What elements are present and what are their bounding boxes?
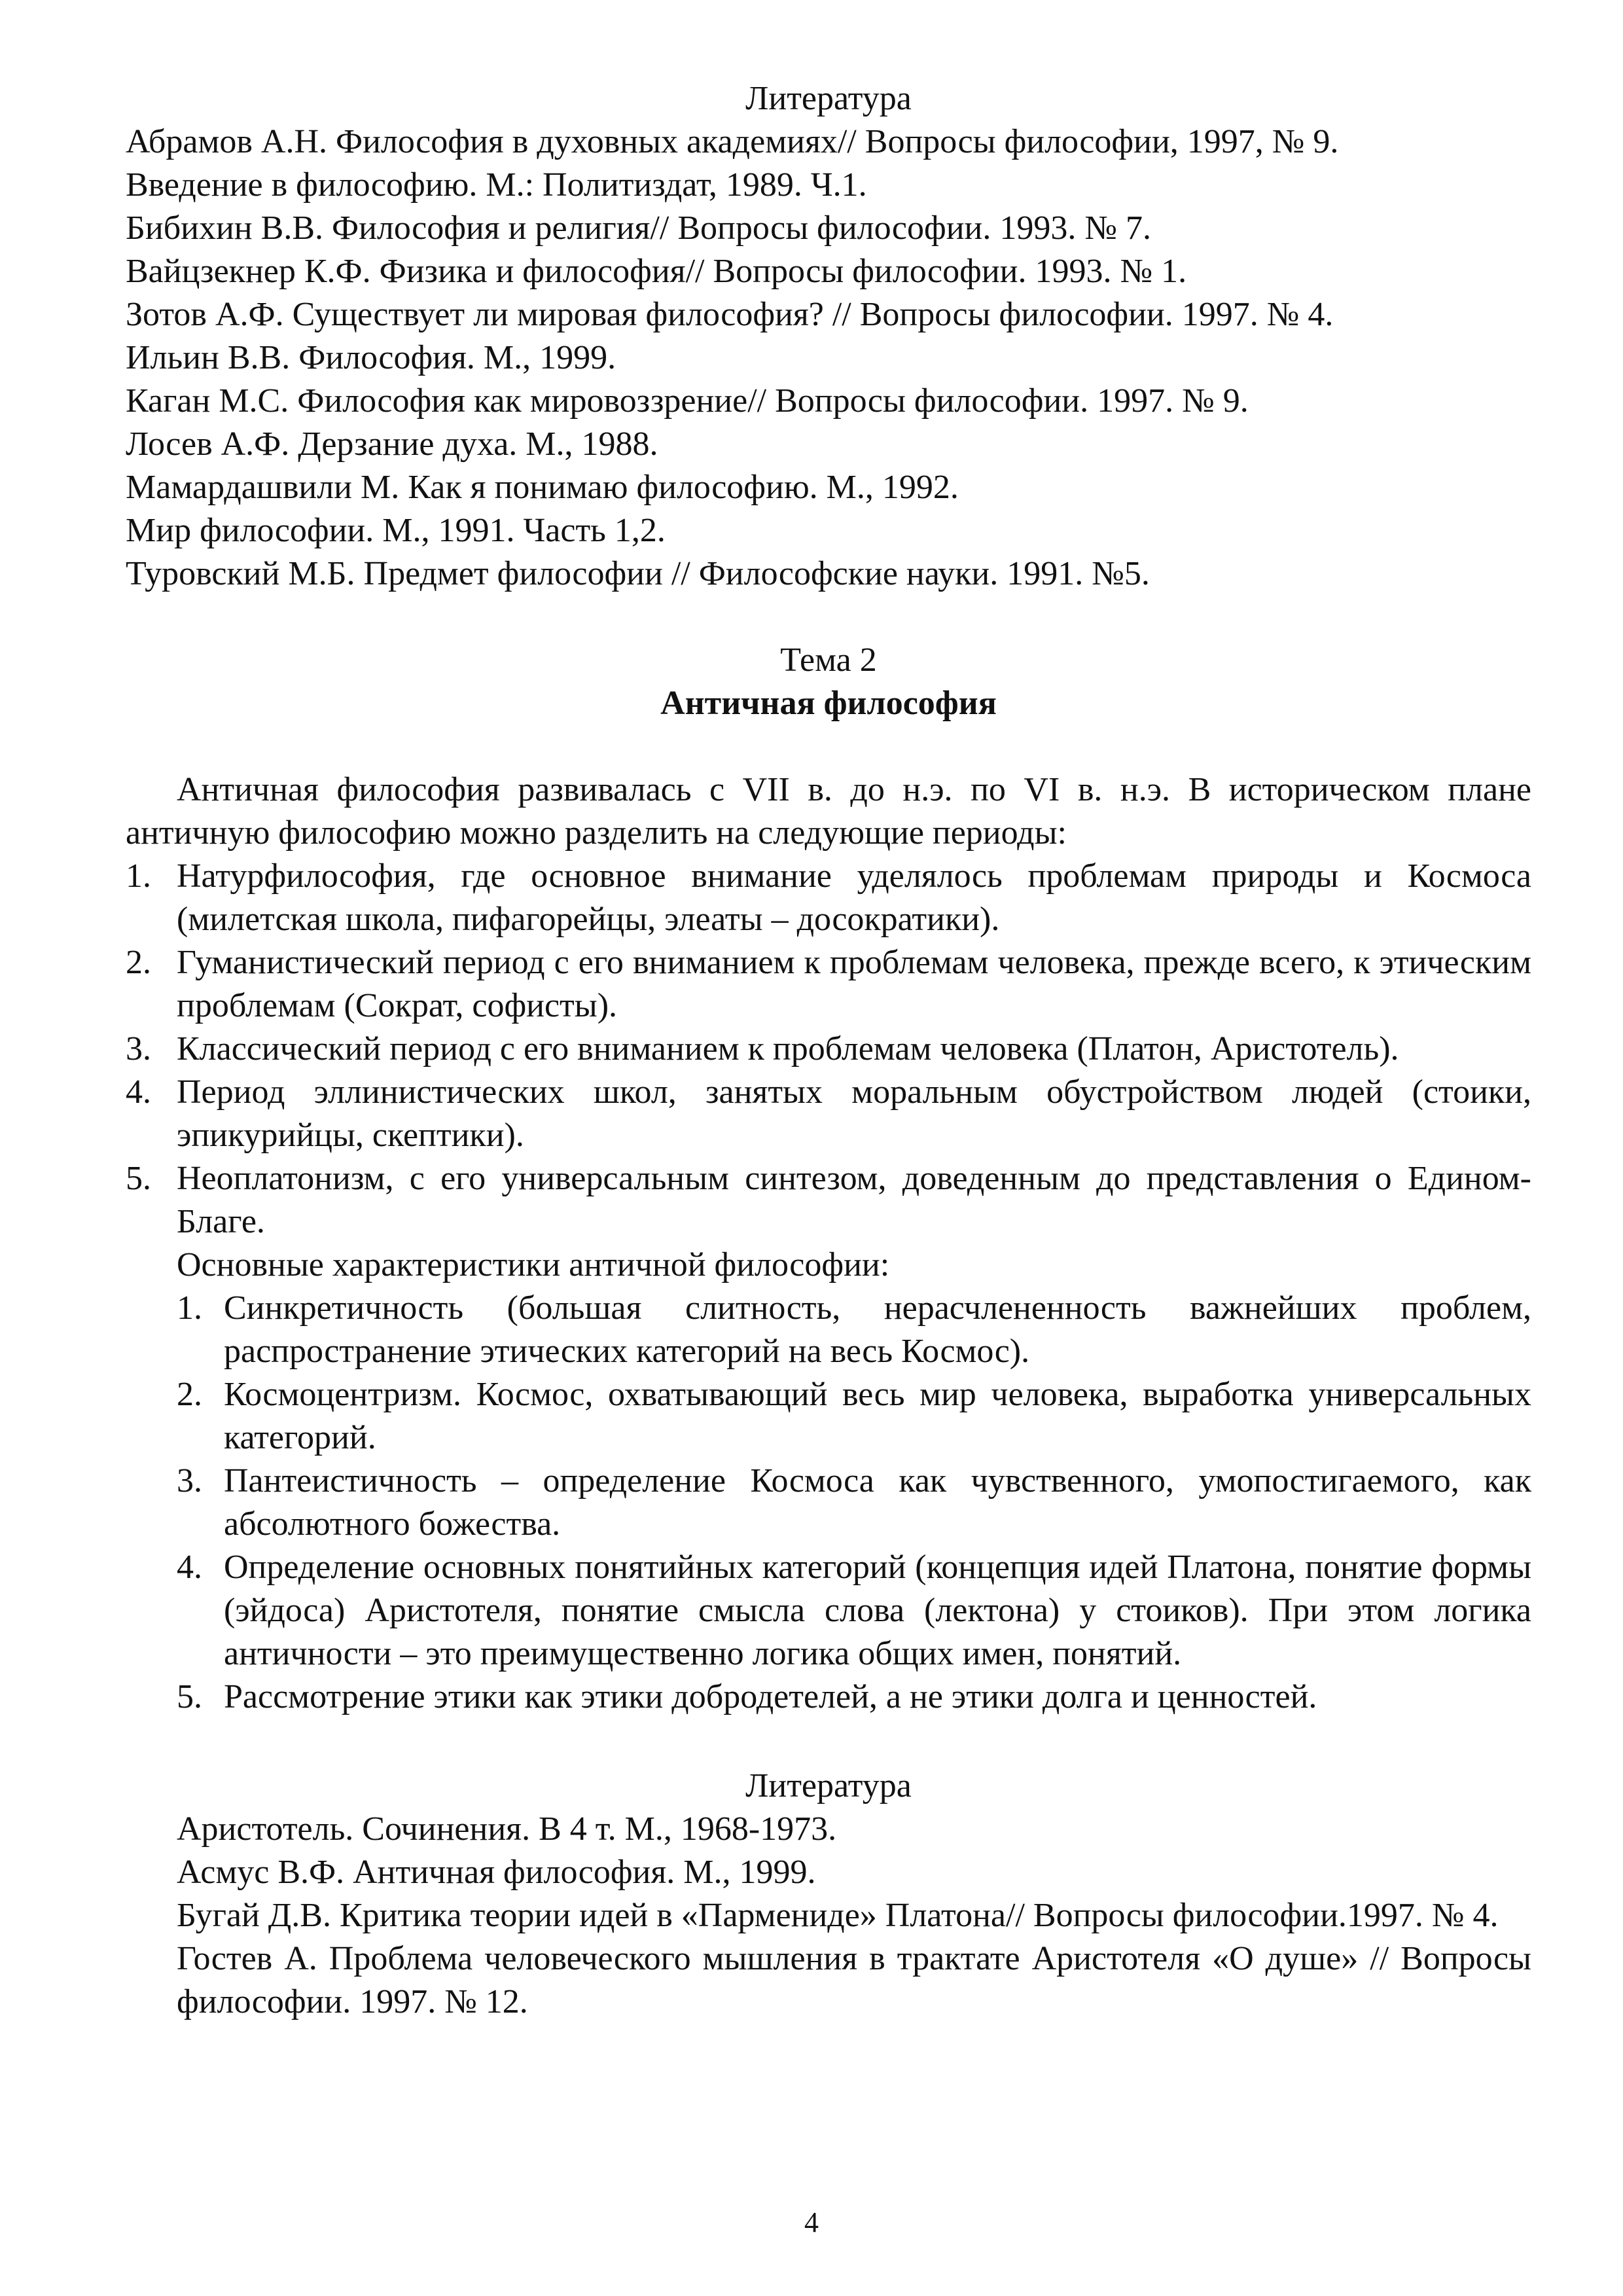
item-text: Неоплатонизм, с его универсальным синтезом, доведенным до представления о Едином-Благе. (177, 1160, 1531, 1240)
item-number: 3. (177, 1462, 202, 1499)
item-number: 4. (126, 1073, 151, 1111)
item-text: Период эллинистических школ, занятых моральным обустройством людей (стоики, эпикурийцы, скептики). (177, 1073, 1531, 1154)
literature-item: Каган М.С. Философия как мировоззрение// Вопросы философии. 1997. № 9. (126, 382, 1249, 420)
item-text: Натурфилософия, где основное внимание уделялось проблемам природы и Космоса (милетская школа, пифагорейцы, элеаты – досократики). (177, 857, 1531, 938)
feature-item (126, 1676, 1531, 1719)
literature-item: Вайцзекнер К.Ф. Физика и философия// Вопросы философии. 1993. № 1. (126, 253, 1187, 290)
literature-item: Мамардашвили М. Как я понимаю философию. М., 1992. (126, 469, 959, 506)
page-number: 4 (804, 2206, 819, 2238)
literature-item: Мир философии. М., 1991. Часть 1,2. (126, 512, 666, 549)
period-item (126, 941, 1531, 1028)
literature-item: Асмус В.Ф. Античная философия. М., 1999. (177, 1854, 816, 1891)
literature-list (126, 1808, 1531, 2024)
spacer (126, 725, 1531, 768)
item-text: Космоцентризм. Космос, охватывающий весь мир человека, выработка универсальных категорий. (224, 1376, 1531, 1456)
literature-item: Гостев А. Проблема человеческого мышления в трактате Аристотеля «О душе» // Вопросы философии. 1997. № 12. (177, 1940, 1531, 2020)
item-number: 1. (177, 1289, 202, 1327)
topic-number: Тема 2 (780, 641, 877, 679)
item-text: Классический период с его вниманием к проблемам человека (Платон, Аристотель). (177, 1030, 1399, 1067)
intro-paragraph: Античная философия развивалась с VII в. до н.э. по VI в. н.э. В историческом плане античную философию можно разделить на следующие периоды: (126, 771, 1531, 852)
literature-item: Бибихин В.В. Философия и религия// Вопросы философии. 1993. № 7. (126, 209, 1151, 247)
periods-list (126, 855, 1531, 1244)
item-number: 5. (177, 1678, 202, 1715)
spacer (126, 596, 1531, 639)
period-item (126, 1071, 1531, 1157)
literature-item: Ильин В.В. Философия. М., 1999. (126, 339, 616, 376)
item-text: Гуманистический период с его вниманием к проблемам человека, прежде всего, к этическим проблемам (Сократ, софисты). (177, 944, 1531, 1024)
period-item (126, 855, 1531, 941)
literature-heading: Литература (745, 80, 912, 117)
literature-item: Лосев А.Ф. Дерзание духа. М., 1988. (126, 425, 658, 463)
literature-item: Абрамов А.Н. Философия в духовных академиях// Вопросы философии, 1997, № 9. (126, 123, 1339, 160)
item-number: 1. (126, 857, 151, 895)
literature-item: Бугай Д.В. Критика теории идей в «Пармениде» Платона// Вопросы философии.1997. № 4. (177, 1897, 1499, 1934)
literature-item: Туровский М.Б. Предмет философии // Философские науки. 1991. №5. (126, 555, 1150, 592)
literature-list (126, 120, 1531, 596)
literature-item: Аристотель. Сочинения. В 4 т. М., 1968-1973. (177, 1810, 837, 1848)
item-text: Определение основных понятийных категорий (концепция идей Платона, понятие формы (эйдоса) Аристотеля, понятие смысла слова (лектона) у стоиков). При этом логика античности – это преимущественно логика общих имен, понятий. (224, 1549, 1531, 1672)
feature-item (126, 1373, 1531, 1460)
spacer (126, 1719, 1531, 1765)
period-item (126, 1028, 1531, 1071)
feature-item (126, 1546, 1531, 1676)
feature-item (126, 1287, 1531, 1373)
literature-item: Зотов А.Ф. Существует ли мировая философия? // Вопросы философии. 1997. № 4. (126, 296, 1334, 333)
item-number: 4. (177, 1549, 202, 1586)
features-list (126, 1287, 1531, 1719)
item-text: Пантеистичность – определение Космоса как чувственного, умопостигаемого, как абсолютного божества. (224, 1462, 1531, 1543)
item-text: Рассмотрение этики как этики добродетелей, а не этики долга и ценностей. (224, 1678, 1317, 1715)
item-number: 5. (126, 1160, 151, 1197)
item-number: 3. (126, 1030, 151, 1067)
topic-title: Античная философия (660, 685, 997, 722)
features-heading: Основные характеристики античной философии: (177, 1246, 890, 1283)
literature-heading: Литература (745, 1767, 912, 1804)
literature-item: Введение в философию. М.: Политиздат, 1989. Ч.1. (126, 166, 867, 204)
item-number: 2. (126, 944, 151, 981)
feature-item (126, 1460, 1531, 1546)
item-text: Синкретичность (большая слитность, нерасчлененность важнейших проблем, распространение этических категорий на весь Космос). (224, 1289, 1531, 1370)
item-number: 2. (177, 1376, 202, 1413)
period-item (126, 1157, 1531, 1244)
